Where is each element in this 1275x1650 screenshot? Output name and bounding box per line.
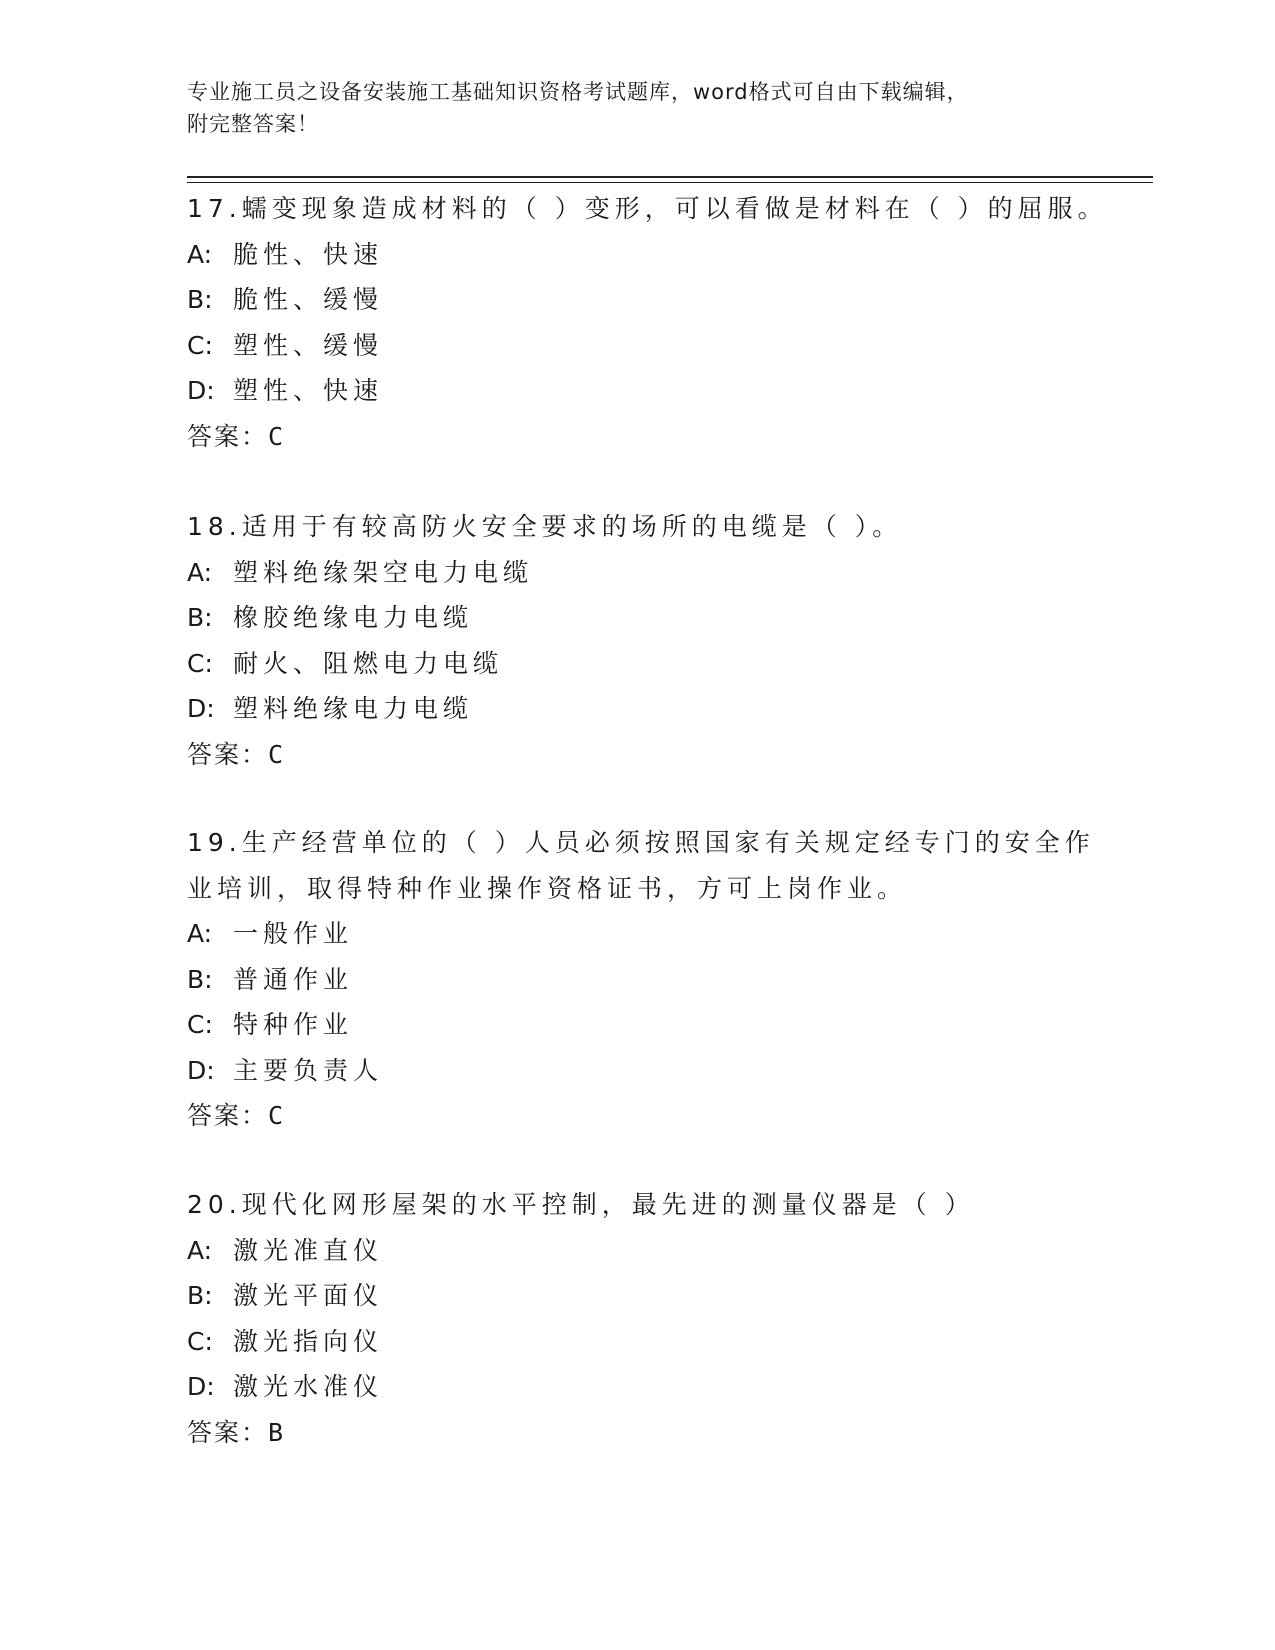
option-d <box>187 1364 1087 1410</box>
answer-label: 答案： <box>187 739 269 769</box>
option-text: 脆性、缓慢 <box>233 285 384 314</box>
option-b <box>187 1273 1087 1319</box>
document-header <box>187 76 1067 140</box>
option-text: 塑料绝缘电力电缆 <box>233 694 474 723</box>
option-text: 特种作业 <box>233 1010 354 1039</box>
question-block-18 <box>187 504 1087 777</box>
option-text: 激光指向仪 <box>233 1326 384 1356</box>
answer-value: C <box>268 739 284 769</box>
header-divider-thick <box>187 176 1153 178</box>
option-key: A: <box>187 557 213 587</box>
option-key: B: <box>187 1281 213 1310</box>
option-text: 脆性、快速 <box>233 239 384 269</box>
option-key: A: <box>187 1235 213 1265</box>
question-block-20 <box>187 1182 1087 1455</box>
option-key: A: <box>187 919 213 948</box>
answer-value: C <box>268 1101 284 1130</box>
option-key: C: <box>187 330 213 360</box>
option-key: B: <box>187 603 213 632</box>
option-text: 塑料绝缘架空电力电缆 <box>233 557 534 587</box>
option-key: D: <box>187 1372 215 1401</box>
option-b <box>187 595 1087 641</box>
option-text: 激光平面仪 <box>233 1281 384 1310</box>
option-text: 普通作业 <box>233 964 354 994</box>
answer-value: B <box>268 1417 284 1447</box>
option-text: 橡胶绝缘电力电缆 <box>233 603 474 632</box>
header-line-1: 专业施工员之设备安装施工基础知识资格考试题库，word格式可自由下载编辑， <box>187 80 969 104</box>
option-key: C: <box>187 648 213 678</box>
option-text: 塑性、缓慢 <box>233 330 384 360</box>
option-c <box>187 1319 1087 1365</box>
option-text: 一般作业 <box>233 919 354 948</box>
option-key: A: <box>187 239 213 269</box>
answer-line <box>187 414 1087 460</box>
question-text-line-2: 业培训，取得特种作业操作资格证书，方可上岗作业。 <box>187 873 908 903</box>
option-text: 塑性、快速 <box>233 376 384 405</box>
option-d <box>187 1048 1087 1094</box>
answer-line <box>187 1410 1087 1456</box>
option-key: C: <box>187 1326 213 1356</box>
option-a <box>187 911 1087 957</box>
option-c <box>187 323 1087 369</box>
option-d <box>187 686 1087 732</box>
question-text-line-1: 19.生产经营单位的（ ）人员必须按照国家有关规定经专门的安全作 <box>187 828 1095 857</box>
option-b <box>187 957 1087 1003</box>
answer-label: 答案： <box>187 1417 269 1447</box>
option-text: 激光准直仪 <box>233 1235 384 1265</box>
option-text: 耐火、阻燃电力电缆 <box>233 648 504 678</box>
option-a <box>187 232 1087 278</box>
answer-label: 答案： <box>187 1101 269 1130</box>
option-c <box>187 641 1087 687</box>
option-key: C: <box>187 1010 213 1039</box>
answer-line <box>187 1093 1087 1139</box>
option-text: 主要负责人 <box>233 1055 384 1085</box>
option-key: B: <box>187 964 213 994</box>
option-c <box>187 1002 1087 1048</box>
header-line-2: 附完整答案！ <box>187 112 319 136</box>
option-key: D: <box>187 376 215 405</box>
option-key: D: <box>187 694 215 723</box>
question-text: 20.现代化网形屋架的水平控制，最先进的测量仪器是（ ） <box>187 1190 975 1219</box>
option-a <box>187 1228 1087 1274</box>
answer-line <box>187 732 1087 778</box>
question-block-17 <box>187 186 1108 459</box>
option-a <box>187 550 1087 596</box>
question-text: 18.适用于有较高防火安全要求的场所的电缆是（ ）。 <box>187 512 903 541</box>
question-text: 17.蠕变现象造成材料的（ ）变形，可以看做是材料在（ ）的屈服。 <box>187 194 1108 223</box>
header-divider-thin <box>187 182 1153 183</box>
option-d <box>187 368 1087 414</box>
option-b <box>187 277 1087 323</box>
option-text: 激光水准仪 <box>233 1372 384 1401</box>
option-key: B: <box>187 285 213 314</box>
answer-label: 答案： <box>187 421 269 451</box>
option-key: D: <box>187 1055 215 1085</box>
answer-value: C <box>268 421 284 451</box>
question-block-19 <box>187 820 1095 1139</box>
